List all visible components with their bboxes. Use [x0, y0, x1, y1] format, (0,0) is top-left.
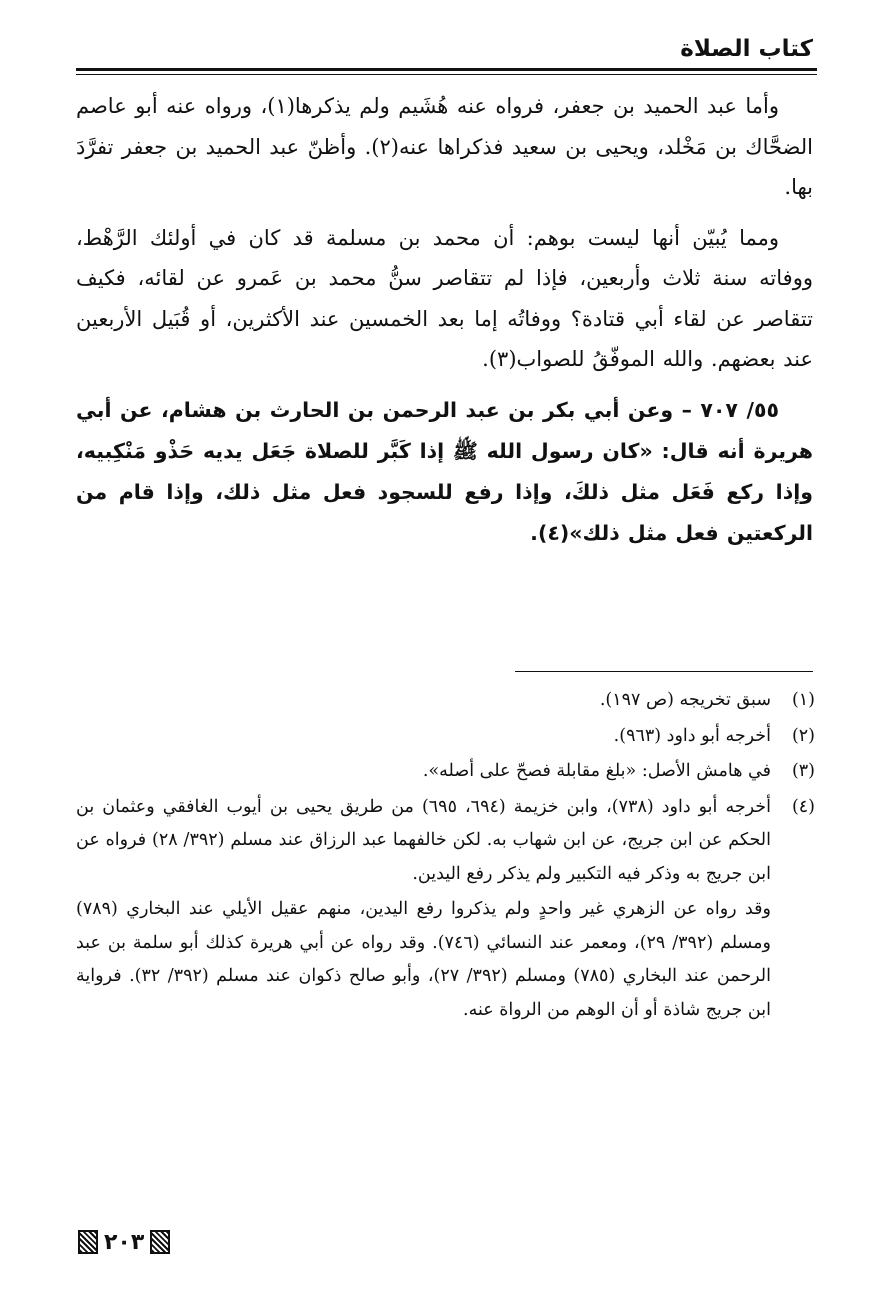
footnote-number: (٤) [791, 796, 815, 817]
footnote-text: سبق تخريجه (ص ١٩٧). [599, 690, 771, 710]
header-rule-thin [76, 74, 817, 75]
footnote-1 [76, 684, 815, 718]
hadith-paragraph: ٥٥/ ٧٠٧ – وعن أبي بكر بن عبد الرحمن بن الحارث بن هشام، عن أبي هريرة أنه قال: «كان رسول الله ﷺ إذا كَبَّر للصلاة جَعَل يديه حَذْو مَنْكِبيه، وإذا ركع فَعَل مثل ذلكَ، وإذا رفع للسجود فعل مثل ذلك، وإذا قام من الركعتين فعل مثل ذلك»(٤). [76, 397, 813, 545]
footnote-number: (٣) [791, 761, 815, 781]
footnotes [76, 684, 815, 1027]
footnote-number: (٢) [791, 725, 815, 746]
ornament-icon [150, 1230, 170, 1254]
footnote-2 [76, 720, 815, 754]
main-text [76, 86, 813, 564]
page-number: ٢٠٣ [104, 1229, 145, 1255]
footnote-text: أخرجه أبو داود (٧٣٨)، وابن خزيمة (٦٩٤، ٦٩٥) من طريق يحيى بن أيوب الغافقي وعثمان بن الحكم عن ابن جريج، عن ابن شهاب به. لكن خالفهما عبد الرزاق عند مسلم (٣٩٢/ ٢٨) فرواه عن ابن جريج به وذكر فيه التكبير ولم يذكر رفع اليدين. [76, 796, 771, 884]
page-header [76, 30, 817, 70]
paragraph-2: ومما يُبيّن أنها ليست بوهم: أن محمد بن مسلمة قد كان في أولئك الرَّهْط، ووفاته سنة ثلاث وأربعين، فإذا لم تتقاصر سنُّ محمد بن عَمرو عن لقائه، فكيف تتقاصر عن لقاء أبي قتادة؟ ووفاتُه إما بعد الخمسين عند الأكثرين، أو قُبَيل الأربعين عند بعضهم. والله الموفّقُ للصواب(٣). [76, 225, 813, 371]
running-title: كتاب الصلاة [680, 36, 813, 62]
header-rule-thick [76, 68, 817, 71]
page-number-block [78, 1228, 170, 1256]
footnote-3 [76, 755, 815, 789]
footnote-separator [515, 671, 813, 672]
footnote-4 [76, 791, 815, 892]
ornament-icon [78, 1230, 98, 1254]
paragraph-1: وأما عبد الحميد بن جعفر، فرواه عنه هُشَيم ولم يذكرها(١)، ورواه عنه أبو عاصم الضحَّاك بن مَخْلد، ويحيى بن سعيد فذكراها عنه(٢). وأظنّ عبد الحميد بن جعفر تفرَّدَ بها. [76, 94, 813, 199]
footnote-4-continuation: وقد رواه عن الزهري غير واحدٍ ولم يذكروا رفع اليدين، منهم عقيل الأيلي عند البخاري (٧٨٩) ومسلم (٣٩٢/ ٢٩)، ومعمر عند النسائي (٧٤٦). وقد رواه عن أبي هريرة كذلك أبو سلمة بن عبد الرحمن عند البخاري (٧٨٥) ومسلم (٣٩٢/ ٢٧)، وأبو صالح ذكوان عند مسلم (٣٩٢/ ٣٢). فرواية ابن جريج شاذة أو أن الوهم من الرواة عنه. [76, 899, 771, 1020]
footnote-text: في هامش الأصل: «بلغ مقابلة فصحّ على أصله». [422, 761, 771, 781]
footnote-text: أخرجه أبو داود (٩٦٣). [613, 725, 771, 746]
footnote-number: (١) [791, 690, 815, 710]
